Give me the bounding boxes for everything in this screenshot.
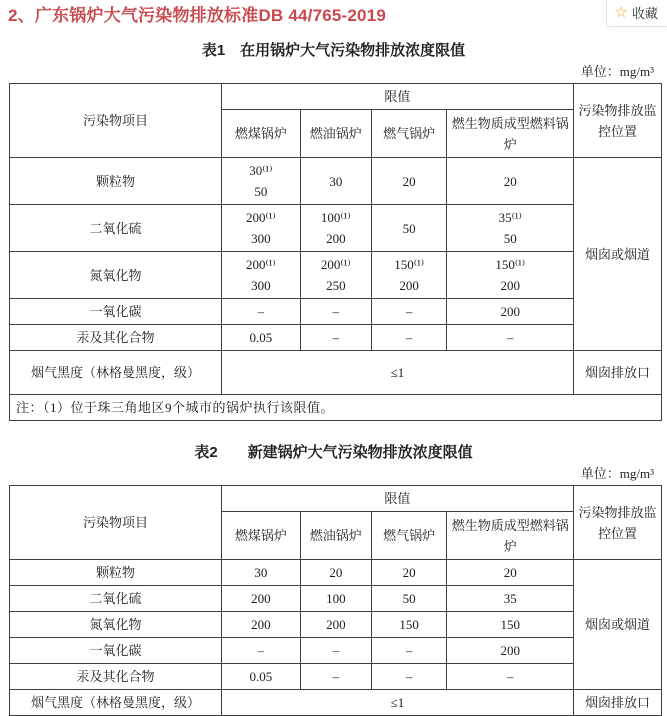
limit-value: 20: [447, 560, 573, 586]
pollutant-row: [10, 205, 662, 252]
limit-group-header: 限值: [221, 486, 573, 512]
limit-value: 200: [300, 612, 371, 638]
favorite-button-label: 收藏: [631, 6, 658, 21]
smoke-blackness-row: [10, 690, 662, 716]
pollutant-column-header: 污染物项目: [10, 486, 222, 560]
boiler-type-header: 燃油锅炉: [300, 110, 371, 158]
limit-value: ≤1: [221, 351, 573, 395]
pollutant-name: 颗粒物: [10, 560, 222, 586]
limit-value: 150: [371, 612, 447, 638]
limit-value: 150⁽¹⁾ 200: [371, 252, 447, 299]
limit-value: ≤1: [221, 690, 573, 716]
pollutant-name: 烟气黑度（林格曼黑度，级）: [10, 690, 222, 716]
limit-value: 100: [300, 586, 371, 612]
table1-caption: 表1 在用锅炉大气污染物排放浓度限值: [201, 42, 466, 59]
limit-value: 200⁽¹⁾ 300: [221, 252, 300, 299]
limit-value: 50: [371, 586, 447, 612]
monitoring-location: 烟囱或烟道: [573, 158, 661, 351]
limit-value: –: [447, 664, 573, 690]
limit-value: –: [371, 638, 447, 664]
pollutant-row: [10, 586, 662, 612]
pollutant-name: 烟气黑度（林格曼黑度，级）: [10, 351, 222, 395]
pollutant-name: 汞及其化合物: [10, 325, 222, 351]
page-header: [0, 0, 667, 27]
limit-value: –: [371, 664, 447, 690]
limit-value: –: [300, 325, 371, 351]
pollutant-name: 颗粒物: [10, 158, 222, 205]
limit-value: 20: [371, 560, 447, 586]
boiler-type-header: 燃煤锅炉: [221, 512, 300, 560]
boiler-type-header: 燃生物质成型燃料锅炉: [447, 110, 573, 158]
limit-value: 35: [447, 586, 573, 612]
limit-value: –: [300, 664, 371, 690]
table1-unit: 单位：mg/m³: [580, 64, 654, 79]
boiler-type-header: 燃气锅炉: [371, 110, 447, 158]
limit-value: 200: [221, 586, 300, 612]
pollutant-row: [10, 638, 662, 664]
star-icon: ☆: [614, 4, 628, 21]
pollutant-name: 氮氧化物: [10, 252, 222, 299]
limit-value: 0.05: [221, 325, 300, 351]
monitoring-column-header: 污染物排放监控位置: [573, 486, 661, 560]
table-note: 注：（1）位于珠三角地区9个城市的锅炉执行该限值。: [10, 395, 662, 421]
table1-section: [0, 40, 667, 421]
boiler-type-header: 燃煤锅炉: [221, 110, 300, 158]
limit-value: 30⁽¹⁾ 50: [221, 158, 300, 205]
limit-group-header: 限值: [221, 84, 573, 110]
boiler-type-header: 燃油锅炉: [300, 512, 371, 560]
limit-value: 20: [371, 158, 447, 205]
limit-value: 150: [447, 612, 573, 638]
favorite-button[interactable]: [606, 0, 667, 27]
limit-value: 200: [447, 299, 573, 325]
pollutant-row: [10, 325, 662, 351]
limit-value: 200: [221, 612, 300, 638]
limit-value: –: [371, 299, 447, 325]
pollutant-row: [10, 158, 662, 205]
limit-value: –: [300, 638, 371, 664]
pollutant-name: 汞及其化合物: [10, 664, 222, 690]
pollutant-name: 二氧化硫: [10, 205, 222, 252]
pollutant-row: [10, 612, 662, 638]
pollutant-name: 二氧化硫: [10, 586, 222, 612]
table1-in-use-boiler-limits: [9, 83, 662, 421]
limit-value: 200: [447, 638, 573, 664]
smoke-blackness-row: [10, 351, 662, 395]
limit-value: 20: [300, 560, 371, 586]
limit-value: –: [221, 638, 300, 664]
monitoring-column-header: 污染物排放监控位置: [573, 84, 661, 158]
limit-value: 20: [447, 158, 573, 205]
page-title: 2、广东锅炉大气污染物排放标准DB 44/765-2019: [8, 6, 387, 25]
limit-value: 150⁽¹⁾ 200: [447, 252, 573, 299]
limit-value: –: [371, 325, 447, 351]
limit-value: 200⁽¹⁾ 250: [300, 252, 371, 299]
table2-section: [0, 442, 667, 716]
limit-value: 100⁽¹⁾ 200: [300, 205, 371, 252]
limit-value: 35⁽¹⁾ 50: [447, 205, 573, 252]
pollutant-name: 氮氧化物: [10, 612, 222, 638]
pollutant-row: [10, 664, 662, 690]
limit-value: 30: [221, 560, 300, 586]
limit-value: 200⁽¹⁾ 300: [221, 205, 300, 252]
boiler-type-header: 燃气锅炉: [371, 512, 447, 560]
table2-new-boiler-limits: [9, 485, 662, 716]
pollutant-name: 一氧化碳: [10, 299, 222, 325]
limit-value: –: [447, 325, 573, 351]
pollutant-row: [10, 252, 662, 299]
limit-value: 50: [371, 205, 447, 252]
limit-value: 0.05: [221, 664, 300, 690]
limit-value: –: [221, 299, 300, 325]
monitoring-location: 烟囱排放口: [573, 690, 661, 716]
note-row: [10, 395, 662, 421]
monitoring-location: 烟囱排放口: [573, 351, 661, 395]
pollutant-row: [10, 299, 662, 325]
table2-unit: 单位：mg/m³: [580, 466, 654, 481]
monitoring-location: 烟囱或烟道: [573, 560, 661, 690]
pollutant-name: 一氧化碳: [10, 638, 222, 664]
table2-caption: 表2 新建锅炉大气污染物排放浓度限值: [194, 444, 473, 461]
pollutant-row: [10, 560, 662, 586]
limit-value: 30: [300, 158, 371, 205]
boiler-type-header: 燃生物质成型燃料锅炉: [447, 512, 573, 560]
limit-value: –: [300, 299, 371, 325]
pollutant-column-header: 污染物项目: [10, 84, 222, 158]
